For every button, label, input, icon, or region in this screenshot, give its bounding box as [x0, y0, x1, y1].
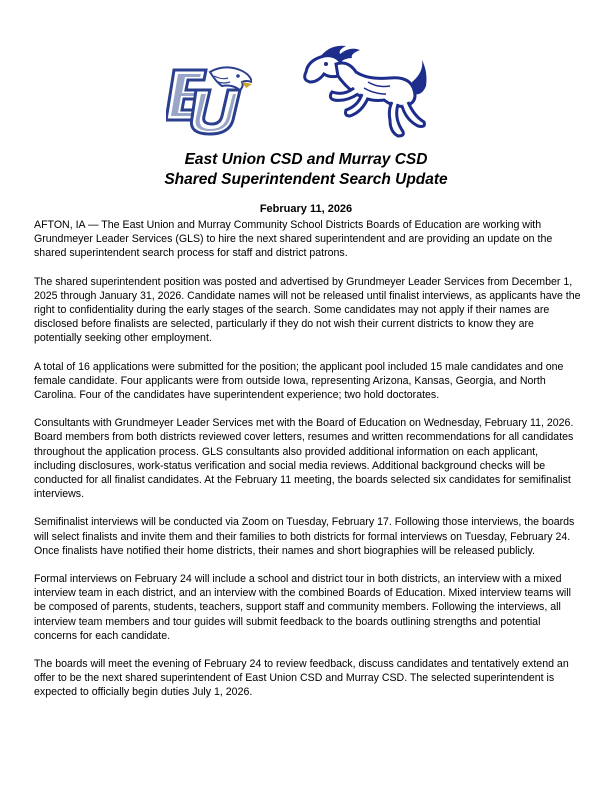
title-line-2: Shared Superintendent Search Update [164, 171, 448, 188]
press-release-body [34, 218, 582, 714]
title-line-1: East Union CSD and Murray CSD [184, 151, 428, 168]
paragraph-intro: AFTON, IA — The East Union and Murray Community School Districts Boards of Education are working with Grundmeyer Leader Services (GLS) to hire the next shared superintendent and are providing an update on the shared superintendent search process for staff and district patrons. [34, 219, 553, 260]
paragraph-offer: The boards will meet the evening of February 24 to review feedback, discuss candidates and tentatively extend an offer to be the next shared superintendent of East Union CSD and Murray CSD. The selected superintendent is expected to officially begin duties July 1, 2026. [34, 658, 569, 699]
paragraph-applicant-pool: A total of 16 applications were submitted for the position; the applicant pool included 15 male candidates and one female candidate. Four applicants were from outside Iowa, representing Arizona, Kansas, Georgia, and North Carolina. Four of the candidates have superintendent experience; two hold doctorates. [34, 360, 564, 402]
paragraph-posting: The shared superintendent position was posted and advertised by Grundmeyer Leader Services from December 1, 2025 through January 31, 2026. Candidate names will not be released until finalist interviews, as applicants have the right to confidentiality during the early stages of the search. Some candidates may not apply if their names are disclosed before finalists are selected, particularly if they do not wish their current districts to know they are potentially seeking other employment. [34, 275, 581, 345]
document-title [0, 150, 612, 190]
logo-row [0, 36, 612, 146]
paragraph-formal-interviews: Formal interviews on February 24 will include a school and district tour in both districts, an interview with a mixed interview team in each district, and an interview with the combined Boards of Education. Mixed interview teams will be composed of parents, students, teachers, support staff and community members. Following the interviews, all interview team members and tour guides will submit feedback to the boards outlining strengths and potential concerns for each candidate. [34, 573, 571, 642]
release-date: February 11, 2026 [259, 203, 353, 215]
paragraph-semifinalist-interviews: Semifinalist interviews will be conducted via Zoom on Tuesday, February 17. Following those interviews, the boards will select finalists and invite them and their families to both districts for formal interviews on Tuesday, February 24. Once finalists have notified their home districts, their names and short biographies will be released publicly. [34, 516, 575, 557]
murray-mustang-logo [298, 42, 428, 138]
paragraph-board-meeting: Consultants with Grundmeyer Leader Services met with the Board of Education on Wednesday, February 11, 2026. Board members from both districts reviewed cover letters, resumes and written recommendations for all candidates throughout the application process. GLS consultants also provided additional information on each applicant, including disclosures, work-status verification and social media reviews. Additional background checks will be conducted for all finalist candidates. At the February 11 meeting, the boards selected six candidates for semifinalist interviews. [34, 417, 574, 501]
east-union-eagle-logo [166, 64, 252, 136]
